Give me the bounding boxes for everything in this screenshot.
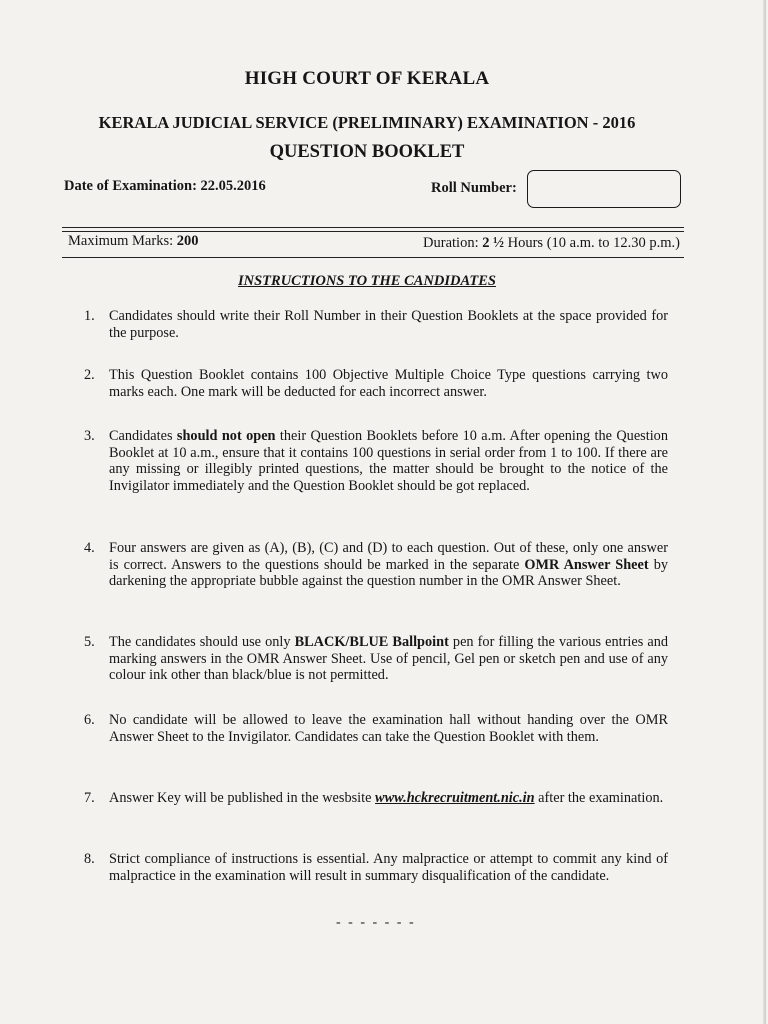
instruction-text: Four answers are given as (A), (B), (C) and (D) to each question. Out of these, only one answer is correct. Answers to the questions should be marked in the separate OMR Answer Sheet by darkening the appropriate bubble against the question number in the OMR Answer Sheet. — [109, 540, 668, 589]
instruction-item — [84, 790, 668, 807]
duration — [423, 235, 680, 252]
instruction-number: 7. — [84, 790, 95, 806]
website-link[interactable]: www.hckrecruitment.nic.in — [375, 790, 535, 806]
exam-title: KERALA JUDICIAL SERVICE (PRELIMINARY) EXAMINATION - 2016 — [98, 113, 636, 132]
court-title: HIGH COURT OF KERALA — [244, 68, 490, 89]
instruction-text: Candidates should not open their Question Booklets before 10 a.m. After opening the Question Booklet at 10 a.m., ensure that it contains 100 questions in serial order from 1 to 100. If there are any missing or illegibly printed questions, the matter should be brought to the notice of the Invigilator immediately and the Question Booklet should be got replaced. — [109, 428, 668, 494]
instruction-number: 8. — [84, 851, 95, 867]
divider-top — [62, 227, 684, 228]
marks-label: Maximum Marks: — [68, 233, 177, 249]
exam-date: Date of Examination: 22.05.2016 — [64, 178, 266, 194]
instructions-title: INSTRUCTIONS TO THE CANDIDATES — [238, 273, 496, 289]
duration-value: 2 ½ — [482, 235, 504, 251]
instruction-item — [84, 634, 668, 684]
roll-number-box[interactable] — [527, 170, 681, 208]
instruction-item — [84, 308, 668, 341]
instruction-number: 1. — [84, 308, 95, 324]
divider-top-double — [62, 231, 684, 232]
instruction-text: Candidates should write their Roll Number in their Question Booklets at the space provided for the purpose. — [109, 308, 668, 341]
instruction-number: 4. — [84, 540, 95, 556]
end-marker: - - - - - - - — [336, 915, 416, 930]
instruction-text: The candidates should use only BLACK/BLUE Ballpoint pen for filling the various entries and marking answers in the OMR Answer Sheet. Use of pencil, Gel pen or sketch pen and use of any colour ink other than black/blue is not permitted. — [109, 634, 668, 683]
duration-hours: Hours (10 a.m. to 12.30 p.m.) — [504, 235, 680, 251]
instruction-item — [84, 367, 668, 400]
divider-bottom — [62, 257, 684, 258]
paper-edge — [763, 0, 766, 1024]
instruction-text: No candidate will be allowed to leave the examination hall without handing over the OMR Answer Sheet to the Invigilator. Candidates can take the Question Booklet with them. — [109, 712, 668, 745]
instruction-text: This Question Booklet contains 100 Objective Multiple Choice Type questions carrying two marks each. One mark will be deducted for each incorrect answer. — [109, 367, 668, 400]
instruction-number: 5. — [84, 634, 95, 650]
instruction-number: 3. — [84, 428, 95, 444]
instruction-item — [84, 540, 668, 590]
maximum-marks — [68, 233, 199, 250]
instruction-item — [84, 428, 668, 494]
instruction-text: Answer Key will be published in the wesbsite www.hckrecruitment.nic.in after the examination. — [109, 790, 664, 806]
roll-number-label: Roll Number: — [431, 180, 517, 196]
instruction-number: 2. — [84, 367, 95, 383]
instruction-item — [84, 712, 668, 745]
instruction-item — [84, 851, 668, 884]
marks-value: 200 — [176, 233, 199, 249]
instruction-number: 6. — [84, 712, 95, 728]
instruction-text: Strict compliance of instructions is essential. Any malpractice or attempt to commit any kind of malpractice in the examination will result in summary disqualification of the candidate. — [109, 851, 668, 884]
duration-label: Duration: — [423, 235, 483, 251]
booklet-title: QUESTION BOOKLET — [269, 142, 465, 162]
